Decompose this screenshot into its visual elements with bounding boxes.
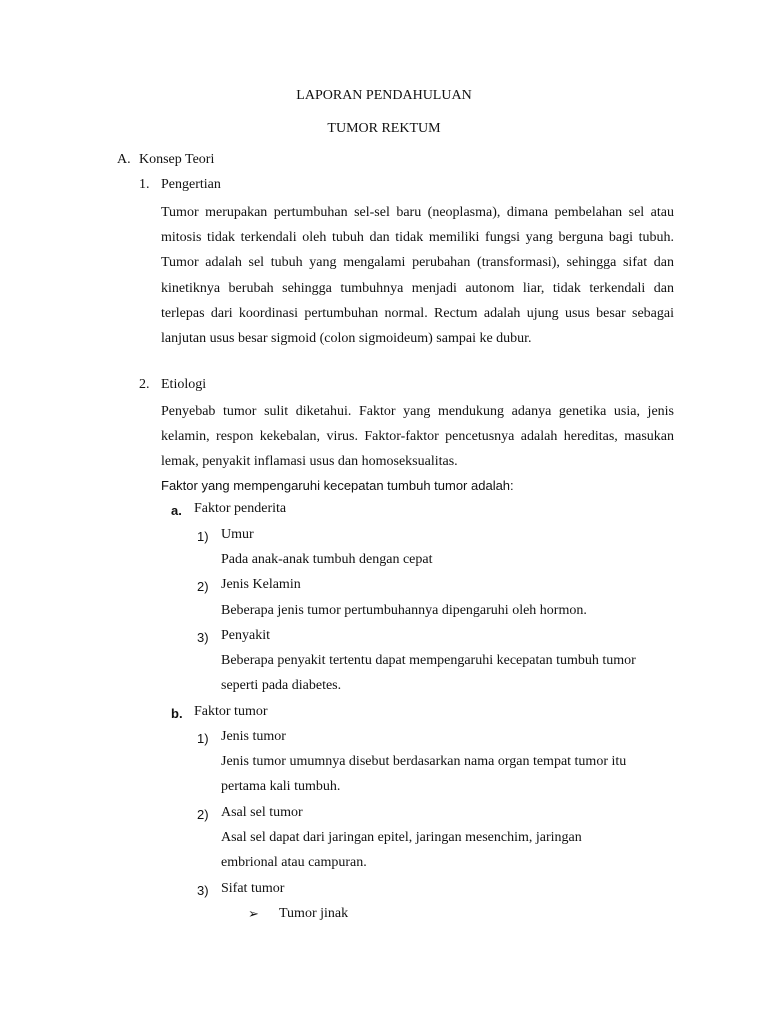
item-1-heading: Pengertian bbox=[161, 177, 221, 192]
factor-b-marker: b. bbox=[171, 706, 183, 721]
section-a-marker: A. bbox=[117, 152, 131, 167]
section-a-heading: Konsep Teori bbox=[139, 152, 215, 167]
factor-a-2-label: Jenis Kelamin bbox=[221, 577, 301, 592]
factors-intro: Faktor yang mempengaruhi kecepatan tumbuh tumor adalah: bbox=[161, 478, 514, 493]
factor-a-3-marker: 3) bbox=[197, 630, 209, 645]
pengertian-paragraph: Tumor merupakan pertumbuhan sel-sel baru (neoplasma), dimana pembelahan sel atau mitosis tidak terkendali oleh tubuh dan tidak memiliki fungsi yang berguna bagi tubuh. Tumor adalah sel tubuh yang mengalami perubahan (transformasi), sehingga sifat dan kinetiknya berubah sehingga tumbuhnya menjadi autonom liar, tidak terkendali dan terlepas dari koordinasi pertumbuhan normal. Rectum adalah ujung usus besar sebagai lanjutan usus besar sigmoid (colon sigmoideum) sampai ke dubur. bbox=[161, 205, 674, 347]
factor-b-heading: Faktor tumor bbox=[194, 704, 268, 719]
factor-a-1-label: Umur bbox=[221, 527, 254, 542]
factor-b-3-label: Sifat tumor bbox=[221, 881, 285, 896]
factor-b-1-label: Jenis tumor bbox=[221, 729, 286, 744]
bullet-tumor-jinak: Tumor jinak bbox=[279, 906, 349, 921]
factor-a-marker: a. bbox=[171, 503, 182, 518]
factor-b-2-marker: 2) bbox=[197, 807, 209, 822]
factor-a-1-desc: Pada anak-anak tumbuh dengan cepat bbox=[221, 552, 433, 567]
factor-b-2-label: Asal sel tumor bbox=[221, 805, 303, 820]
factor-a-3-desc: Beberapa penyakit tertentu dapat mempengaruhi kecepatan tumbuh tumor seperti pada diabetes. bbox=[221, 653, 636, 694]
factor-a-2-desc: Beberapa jenis tumor pertumbuhannya dipengaruhi oleh hormon. bbox=[221, 603, 587, 618]
etiologi-paragraph: Penyebab tumor sulit diketahui. Faktor yang mendukung adanya genetika usia, jenis kelamin, respon kekebalan, virus. Faktor-faktor pencetusnya adalah hereditas, masukan lemak, penyakit inflamasi usus dan homoseksualitas. bbox=[161, 404, 674, 470]
item-2-heading: Etiologi bbox=[161, 377, 207, 392]
factor-a-3-label: Penyakit bbox=[221, 628, 270, 643]
factor-a-1-marker: 1) bbox=[197, 529, 209, 544]
arrowhead-bullet-icon: ➢ bbox=[248, 907, 259, 922]
factor-a-heading: Faktor penderita bbox=[194, 501, 287, 516]
factor-b-1-desc: Jenis tumor umumnya disebut berdasarkan nama organ tempat tumor itu pertama kali tumbuh. bbox=[221, 754, 627, 795]
document-subtitle: TUMOR REKTUM bbox=[327, 121, 441, 136]
factor-a-2-marker: 2) bbox=[197, 579, 209, 594]
item-1-marker: 1. bbox=[139, 177, 150, 192]
factor-b-1-marker: 1) bbox=[197, 731, 209, 746]
document-title: LAPORAN PENDAHULUAN bbox=[296, 88, 472, 103]
factor-b-3-marker: 3) bbox=[197, 883, 209, 898]
factor-b-2-desc: Asal sel dapat dari jaringan epitel, jaringan mesenchim, jaringan embrional atau campuran. bbox=[221, 830, 582, 871]
item-2-marker: 2. bbox=[139, 377, 150, 392]
